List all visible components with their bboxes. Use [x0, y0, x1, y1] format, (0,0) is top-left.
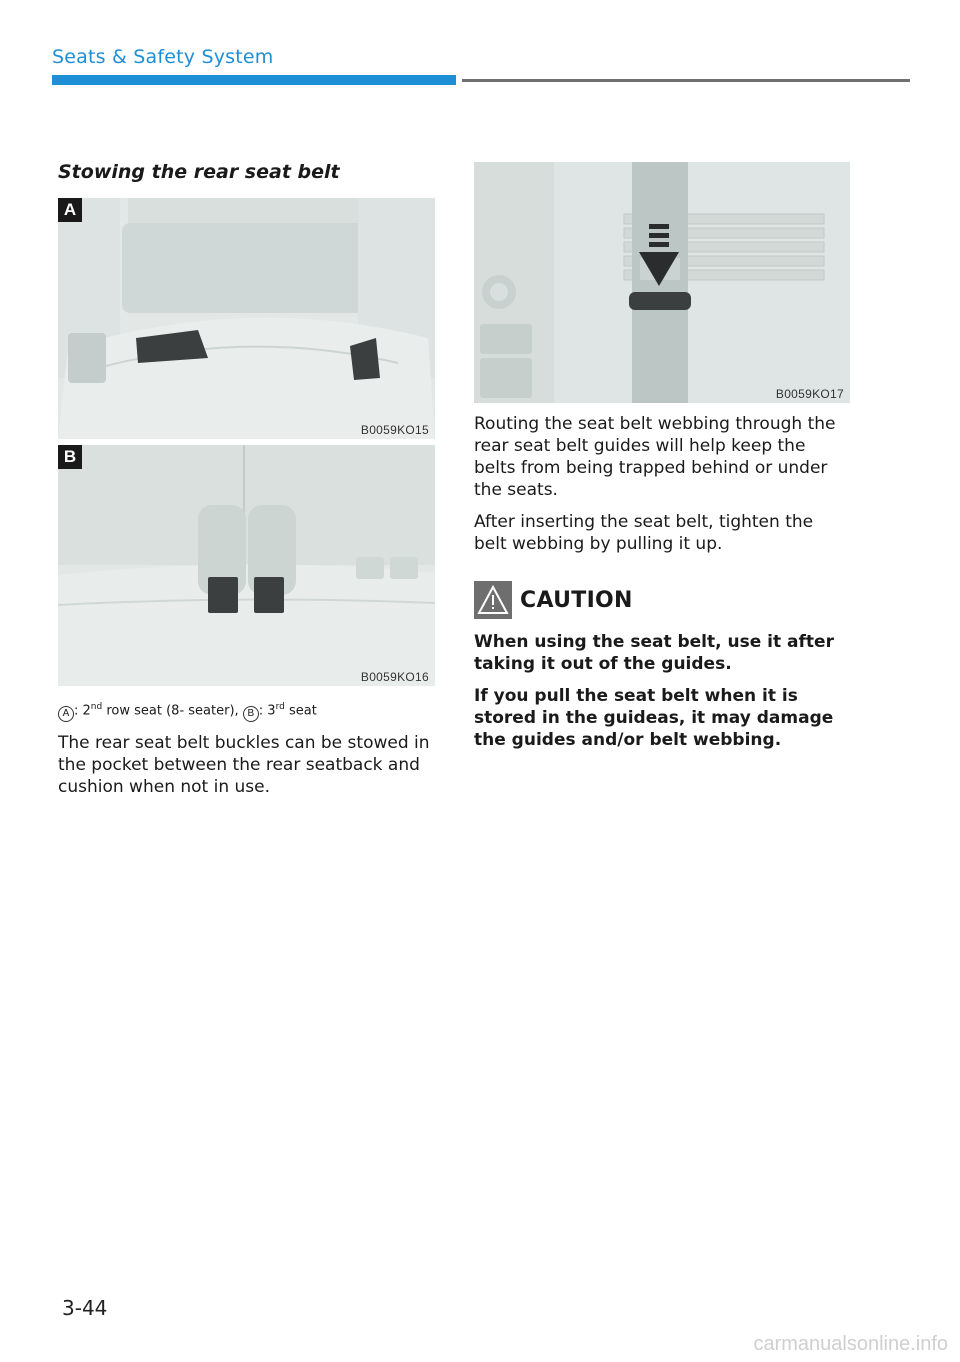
left-column	[58, 160, 435, 798]
chapter-title: Seats & Safety System	[52, 46, 274, 68]
figure-letter-a: A	[58, 198, 82, 222]
caution-text-2: If you pull the seat belt when it is stored in the guideas, it may damage the guides and/or belt webbing.	[474, 686, 834, 750]
caution-text-1: When using the seat belt, use it after taking it out of the guides.	[474, 632, 834, 674]
figure-a-2nd-row-seat	[58, 198, 435, 439]
warning-triangle-icon	[474, 581, 512, 619]
circled-letter-b: B	[243, 706, 259, 722]
stow-description: The rear seat belt buckles can be stowed in the pocket between the rear seatback and cushion when not in use.	[58, 733, 430, 798]
figure-code-c: B0059KO17	[775, 387, 844, 401]
seat-illustration-b	[58, 445, 435, 686]
circled-letter-a: A	[58, 706, 74, 722]
tighten-description: After inserting the seat belt, tighten the belt webbing by pulling it up.	[474, 512, 814, 554]
figure-caption: A : 2nd row seat (8- seater), B : 3rd seat	[58, 698, 435, 722]
caution-title: CAUTION	[520, 587, 633, 613]
section-title: Stowing the rear seat belt	[58, 161, 340, 183]
page-number: 3-44	[62, 1296, 108, 1320]
figure-code-b: B0059KO16	[360, 670, 429, 684]
header-rule-gray	[462, 79, 910, 82]
figure-b-3rd-seat	[58, 445, 435, 686]
figure-seat-belt-guide	[474, 162, 850, 403]
figure-letter-b: B	[58, 445, 82, 469]
seat-illustration-a	[58, 198, 435, 439]
watermark: carmanualsonline.info	[753, 1333, 948, 1355]
routing-description: Routing the seat belt webbing through the rear seat belt guides will help keep the belts from being trapped behind or under the seats.	[474, 414, 836, 500]
figure-code-a: B0059KO15	[360, 423, 429, 437]
right-column	[474, 162, 850, 751]
belt-guide-illustration	[474, 162, 850, 403]
header-rule-blue	[52, 75, 456, 85]
caution-header	[474, 581, 850, 619]
